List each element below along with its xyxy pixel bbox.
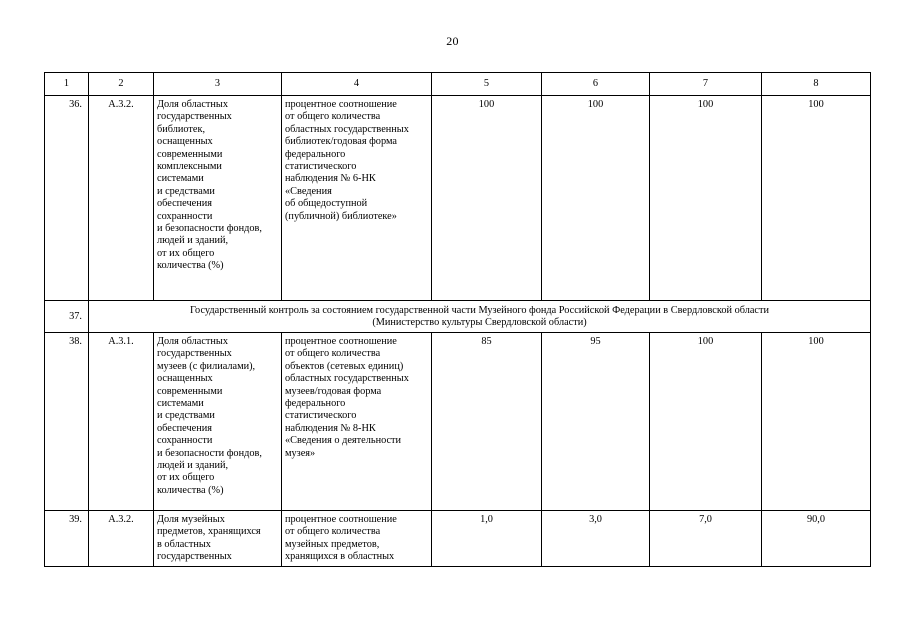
value-col-8: 100 [762,96,871,301]
value-col-7: 7,0 [650,511,762,567]
indicators-table [44,72,871,567]
indicator-name: Доля областных государственных библиотек, оснащенных современными комплексными системами и средствами обеспечения сохранности и безопасности фондов, людей и зданий, от их общего количества (%) [154,96,282,301]
column-header: 6 [542,73,650,96]
column-header: 1 [45,73,89,96]
column-header: 2 [89,73,154,96]
value-col-5: 1,0 [432,511,542,567]
indicator-name: Доля музейных предметов, хранящихся в областных государственных [154,511,282,567]
value-col-7: 100 [650,96,762,301]
column-header: 4 [282,73,432,96]
page-number: 20 [446,34,459,48]
row-number: 37. [45,301,89,333]
row-number: 39. [45,511,89,567]
value-col-7: 100 [650,333,762,511]
table-row [45,96,871,301]
value-col-8: 100 [762,333,871,511]
section-row [45,301,871,333]
table-row [45,511,871,567]
value-col-8: 90,0 [762,511,871,567]
column-header: 3 [154,73,282,96]
table-row [45,333,871,511]
indicator-code: А.3.2. [89,96,154,301]
value-col-6: 3,0 [542,511,650,567]
indicator-code: А.3.2. [89,511,154,567]
calculation-method: процентное соотношение от общего количества музейных предметов, хранящихся в областных [282,511,432,567]
row-number: 36. [45,96,89,301]
calculation-method: процентное соотношение от общего количества областных государственных библиотек/годовая форма федерального статистического наблюдения № 6-НК «Сведения об общедоступной (публичной) библиотеке» [282,96,432,301]
calculation-method: процентное соотношение от общего количества объектов (сетевых единиц) областных государственных музеев/годовая форма федерального статистического наблюдения № 8-НК «Сведения о деятельности музея» [282,333,432,511]
value-col-6: 100 [542,96,650,301]
column-header: 5 [432,73,542,96]
column-number-row [45,73,871,96]
section-title: Государственный контроль за состоянием государственной части Музейного фонда Российской Федерации в Свердловской области (Министерство культуры Свердловской области) [89,301,871,333]
value-col-5: 85 [432,333,542,511]
column-header: 7 [650,73,762,96]
value-col-5: 100 [432,96,542,301]
indicator-name: Доля областных государственных музеев (с филиалами), оснащенных современными системами и средствами обеспечения сохранности и безопасности фондов, людей и зданий, от их общего количества (%) [154,333,282,511]
row-number: 38. [45,333,89,511]
value-col-6: 95 [542,333,650,511]
indicator-code: А.3.1. [89,333,154,511]
column-header: 8 [762,73,871,96]
